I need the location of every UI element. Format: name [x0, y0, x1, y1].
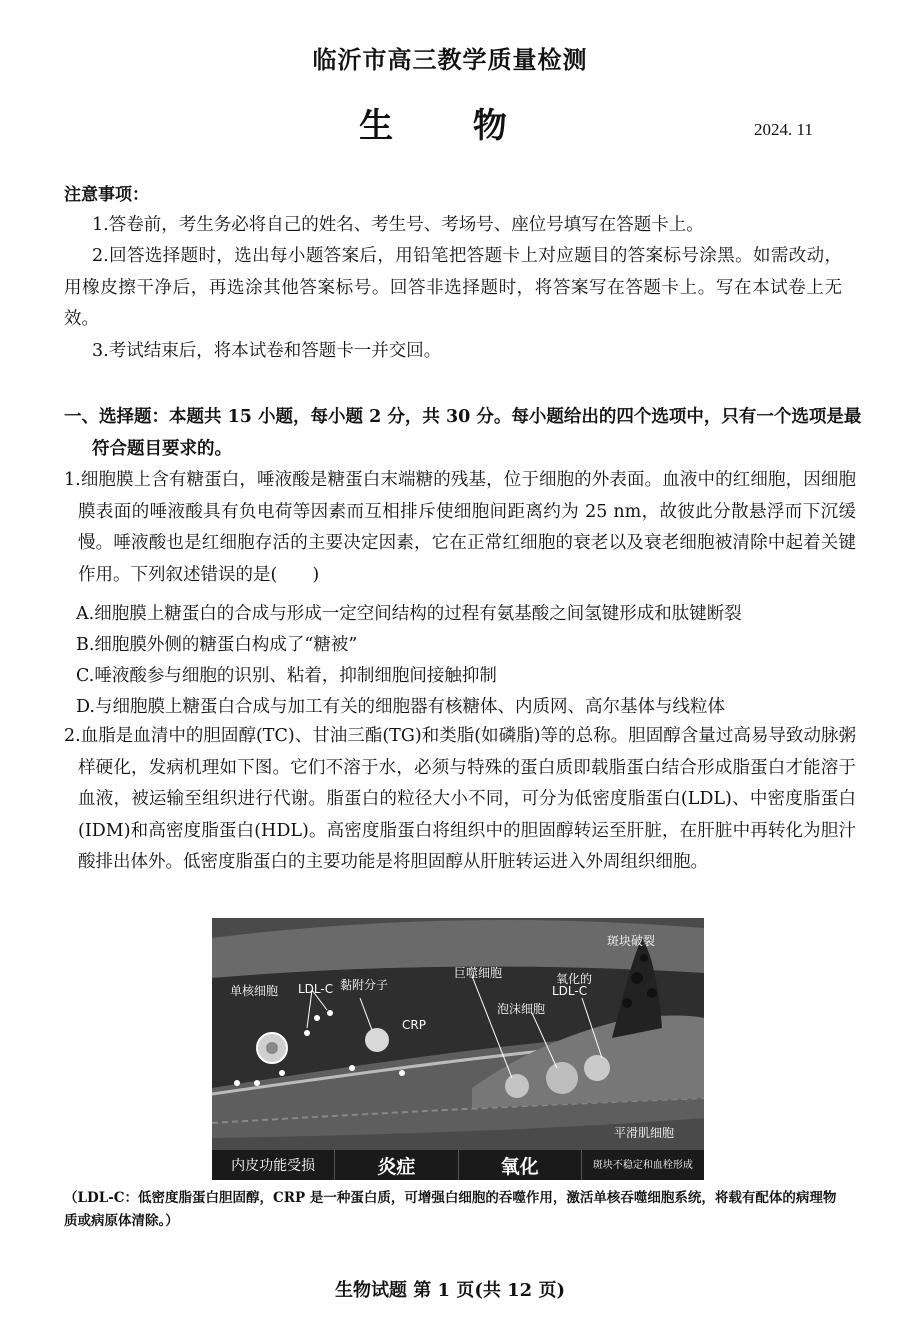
stage-bar	[212, 1150, 704, 1180]
notice-item-1: 1.答卷前，考生务必将自己的姓名、考生号、考场号、座位号填写在答题卡上。	[92, 215, 704, 235]
question-1-option-d: D.与细胞膜上糖蛋白合成与加工有关的细胞器有核糖体、内质网、高尔基体与线粒体	[76, 697, 725, 717]
label-oxidized-ldl-2: LDL-C	[552, 984, 588, 998]
stage-plaque-instability	[582, 1150, 704, 1180]
question-1-option-a: A.细胞膜上糖蛋白的合成与形成一定空间结构的过程有氨基酸之间氢键形成和肽键断裂	[76, 604, 742, 624]
subject-title: 生 物	[359, 106, 541, 146]
label-ldl-c: LDL-C	[298, 982, 334, 996]
section-heading: 一、选择题：本题共 15 小题，每小题 2 分，共 30 分。每小题给出的四个选项中，只有一个选项是最符合题目要求的。	[64, 407, 862, 459]
label-smooth-muscle: 平滑肌细胞	[614, 1126, 675, 1140]
label-crp: CRP	[402, 1018, 426, 1032]
question-2-stem: 2.血脂是血清中的胆固醇(TC)、甘油三酯(TG)和类脂(如磷脂)等的总称。胆固醇含量过高易导致动脉粥样硬化，发病机理如下图。它们不溶于水，必须与特殊的蛋白质即载脂蛋白结合形成脂蛋白才能溶于血液，被运输至组织进行代谢。脂蛋白的粒径大小不同，可分为低密度脂蛋白(LDL)、中密度脂蛋白(IDM)和高密度脂蛋白(HDL)。高密度脂蛋白将组织中的胆固醇转运至肝脏，在肝脏中再转化为胆汁酸排出体外。低密度脂蛋白的主要功能是将胆固醇从肝脏转运进入外周组织细胞。	[64, 726, 856, 872]
label-monocyte: 单核细胞	[230, 984, 279, 998]
label-foam-cell: 泡沫细胞	[497, 1002, 546, 1016]
question-1-option-b: B.细胞膜外侧的糖蛋白构成了“糖被”	[76, 635, 358, 655]
label-oxidized-ldl-1: 氧化的	[556, 972, 593, 986]
label-adhesion-molecule: 黏附分子	[340, 978, 389, 992]
question-1-option-c: C.唾液酸参与细胞的识别、粘着，抑制细胞间接触抑制	[76, 666, 497, 686]
figure-caption: （LDL-C：低密度脂蛋白胆固醇，CRP 是一种蛋白质，可增强白细胞的吞噬作用，激活单核吞噬细胞系统，将载有配体的病理物质或病原体清除。）	[64, 1190, 837, 1229]
question-1-stem: 1.细胞膜上含有糖蛋白，唾液酸是糖蛋白末端糖的残基，位于细胞的外表面。血液中的红细胞，因细胞膜表面的唾液酸具有负电荷等因素而互相排斥使细胞间距离约为 25 nm，故彼此分散悬浮而下沉缓慢。唾液酸也是红细胞存活的主要决定因素，它在正常红细胞的衰老以及衰老细胞被清除中起着关键作用。下列叙述错误的是( )	[64, 470, 856, 585]
stage-4-line-1: 斑块不稳定	[592, 1159, 643, 1171]
notice-heading: 注意事项：	[64, 185, 149, 205]
exam-date: 2024. 11	[754, 120, 813, 139]
notice-item-2: 2.回答选择题时，选出每小题答案后，用铅笔把答题卡上对应题目的答案标号涂黑。如需改动，用橡皮擦干净后，再选涂其他答案标号。回答非选择题时，将答案写在答题卡上。写在本试卷上无效。	[64, 246, 842, 329]
label-plaque-rupture: 斑块破裂	[607, 934, 656, 948]
stage-endothelial-damage: 内皮功能受损	[212, 1150, 335, 1180]
page-footer: 生物试题 第 1 页(共 12 页)	[335, 1280, 565, 1301]
stage-4-line-2: 和血栓形成	[642, 1159, 693, 1171]
notice-item-3: 3.考试结束后，将本试卷和答题卡一并交回。	[92, 341, 442, 361]
stage-oxidation: 氧化	[459, 1150, 582, 1180]
label-macrophage: 巨噬细胞	[454, 966, 503, 980]
atherosclerosis-figure	[212, 918, 704, 1180]
stage-inflammation: 炎症	[335, 1150, 458, 1180]
exam-title: 临沂市高三教学质量检测	[312, 45, 588, 74]
